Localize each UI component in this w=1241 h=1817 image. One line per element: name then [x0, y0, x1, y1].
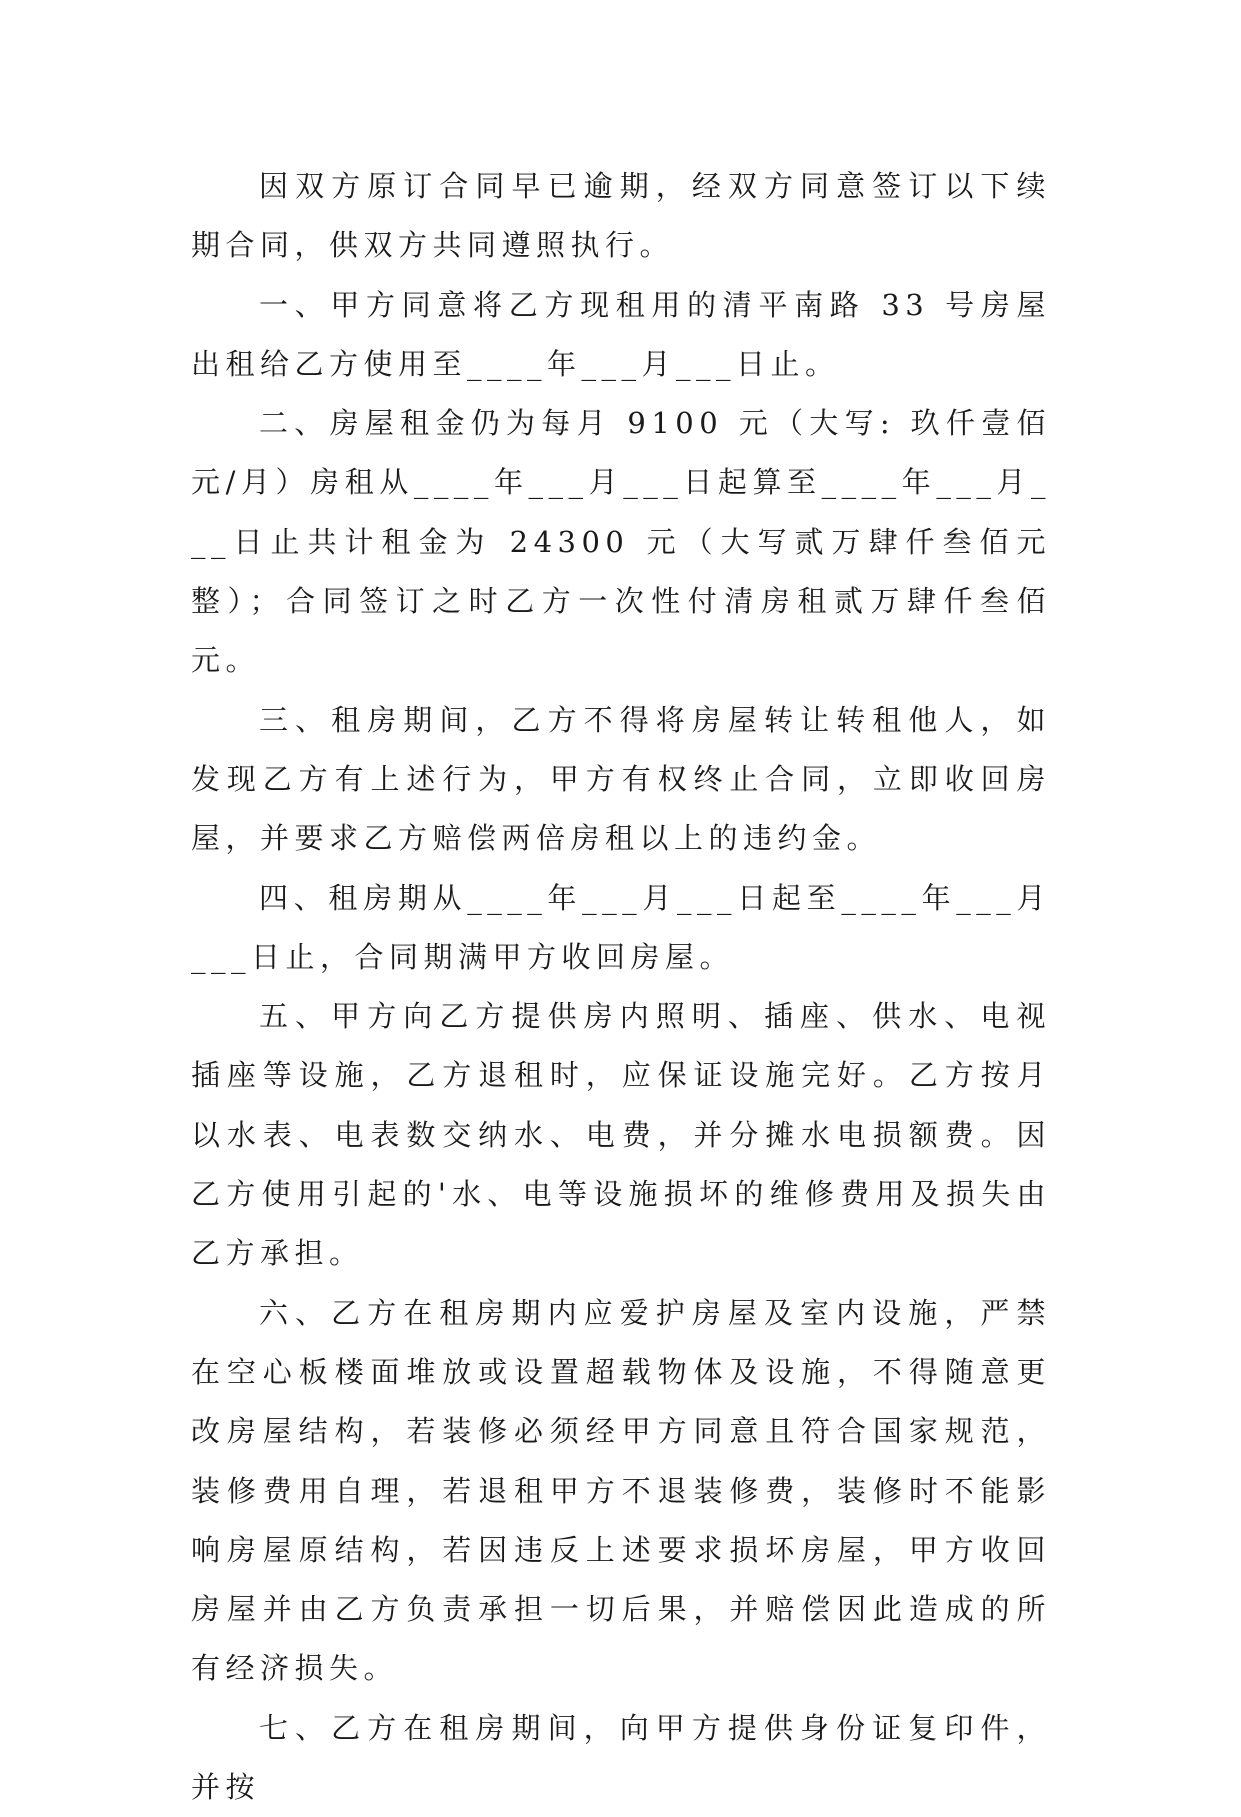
- paragraph-clause-6: 六、乙方在租房期内应爱护房屋及室内设施，严禁在空心板楼面堆放或设置超载物体及设施，不得随意更改房屋结构，若装修必须经甲方同意且符合国家规范，装修费用自理，若退租甲方不退装修费，装修时不能影响房屋原结构，若因违反上述要求损坏房屋，甲方收回房屋并由乙方负责承担一切后果，并赔偿因此造成的所有经济损失。: [191, 1295, 1051, 1686]
- paragraph-clause-2: 二、房屋租金仍为每月 9100 元（大写: 玖仟壹佰元/月）房租从____年___月___日起算至____年___月___日止共计租金为 24300 元（大写贰万肆仟叁佰元整）；合同签订之时乙方一次性付清房租贰万肆仟叁佰元。: [191, 406, 1051, 678]
- paragraph-clause-1: 一、甲方同意将乙方现租用的清平南路 33 号房屋出租给乙方使用至____年___月___日止。: [191, 287, 1051, 381]
- contract-body: [191, 157, 1051, 1817]
- paragraph-clause-5: 五、甲方向乙方提供房内照明、插座、供水、电视插座等设施，乙方退租时，应保证设施完好。乙方按月以水表、电表数交纳水、电费，并分摊水电损额费。因乙方使用引起的'水、电等设施损坏的维修费用及损失由乙方承担。: [191, 999, 1051, 1271]
- paragraph-preamble: 因双方原订合同早已逾期，经双方同意签订以下续期合同，供双方共同遵照执行。: [191, 169, 1051, 263]
- paragraph-clause-7: 七、乙方在租房期间，向甲方提供身份证复印件，并按: [191, 1710, 1051, 1805]
- paragraph-clause-4: 四、租房期从____年___月___日起至____年___月___日止，合同期满甲方收回房屋。: [191, 880, 1051, 974]
- paragraph-clause-3: 三、租房期间，乙方不得将房屋转让转租他人，如发现乙方有上述行为，甲方有权终止合同，立即收回房屋，并要求乙方赔偿两倍房租以上的违约金。: [191, 702, 1051, 856]
